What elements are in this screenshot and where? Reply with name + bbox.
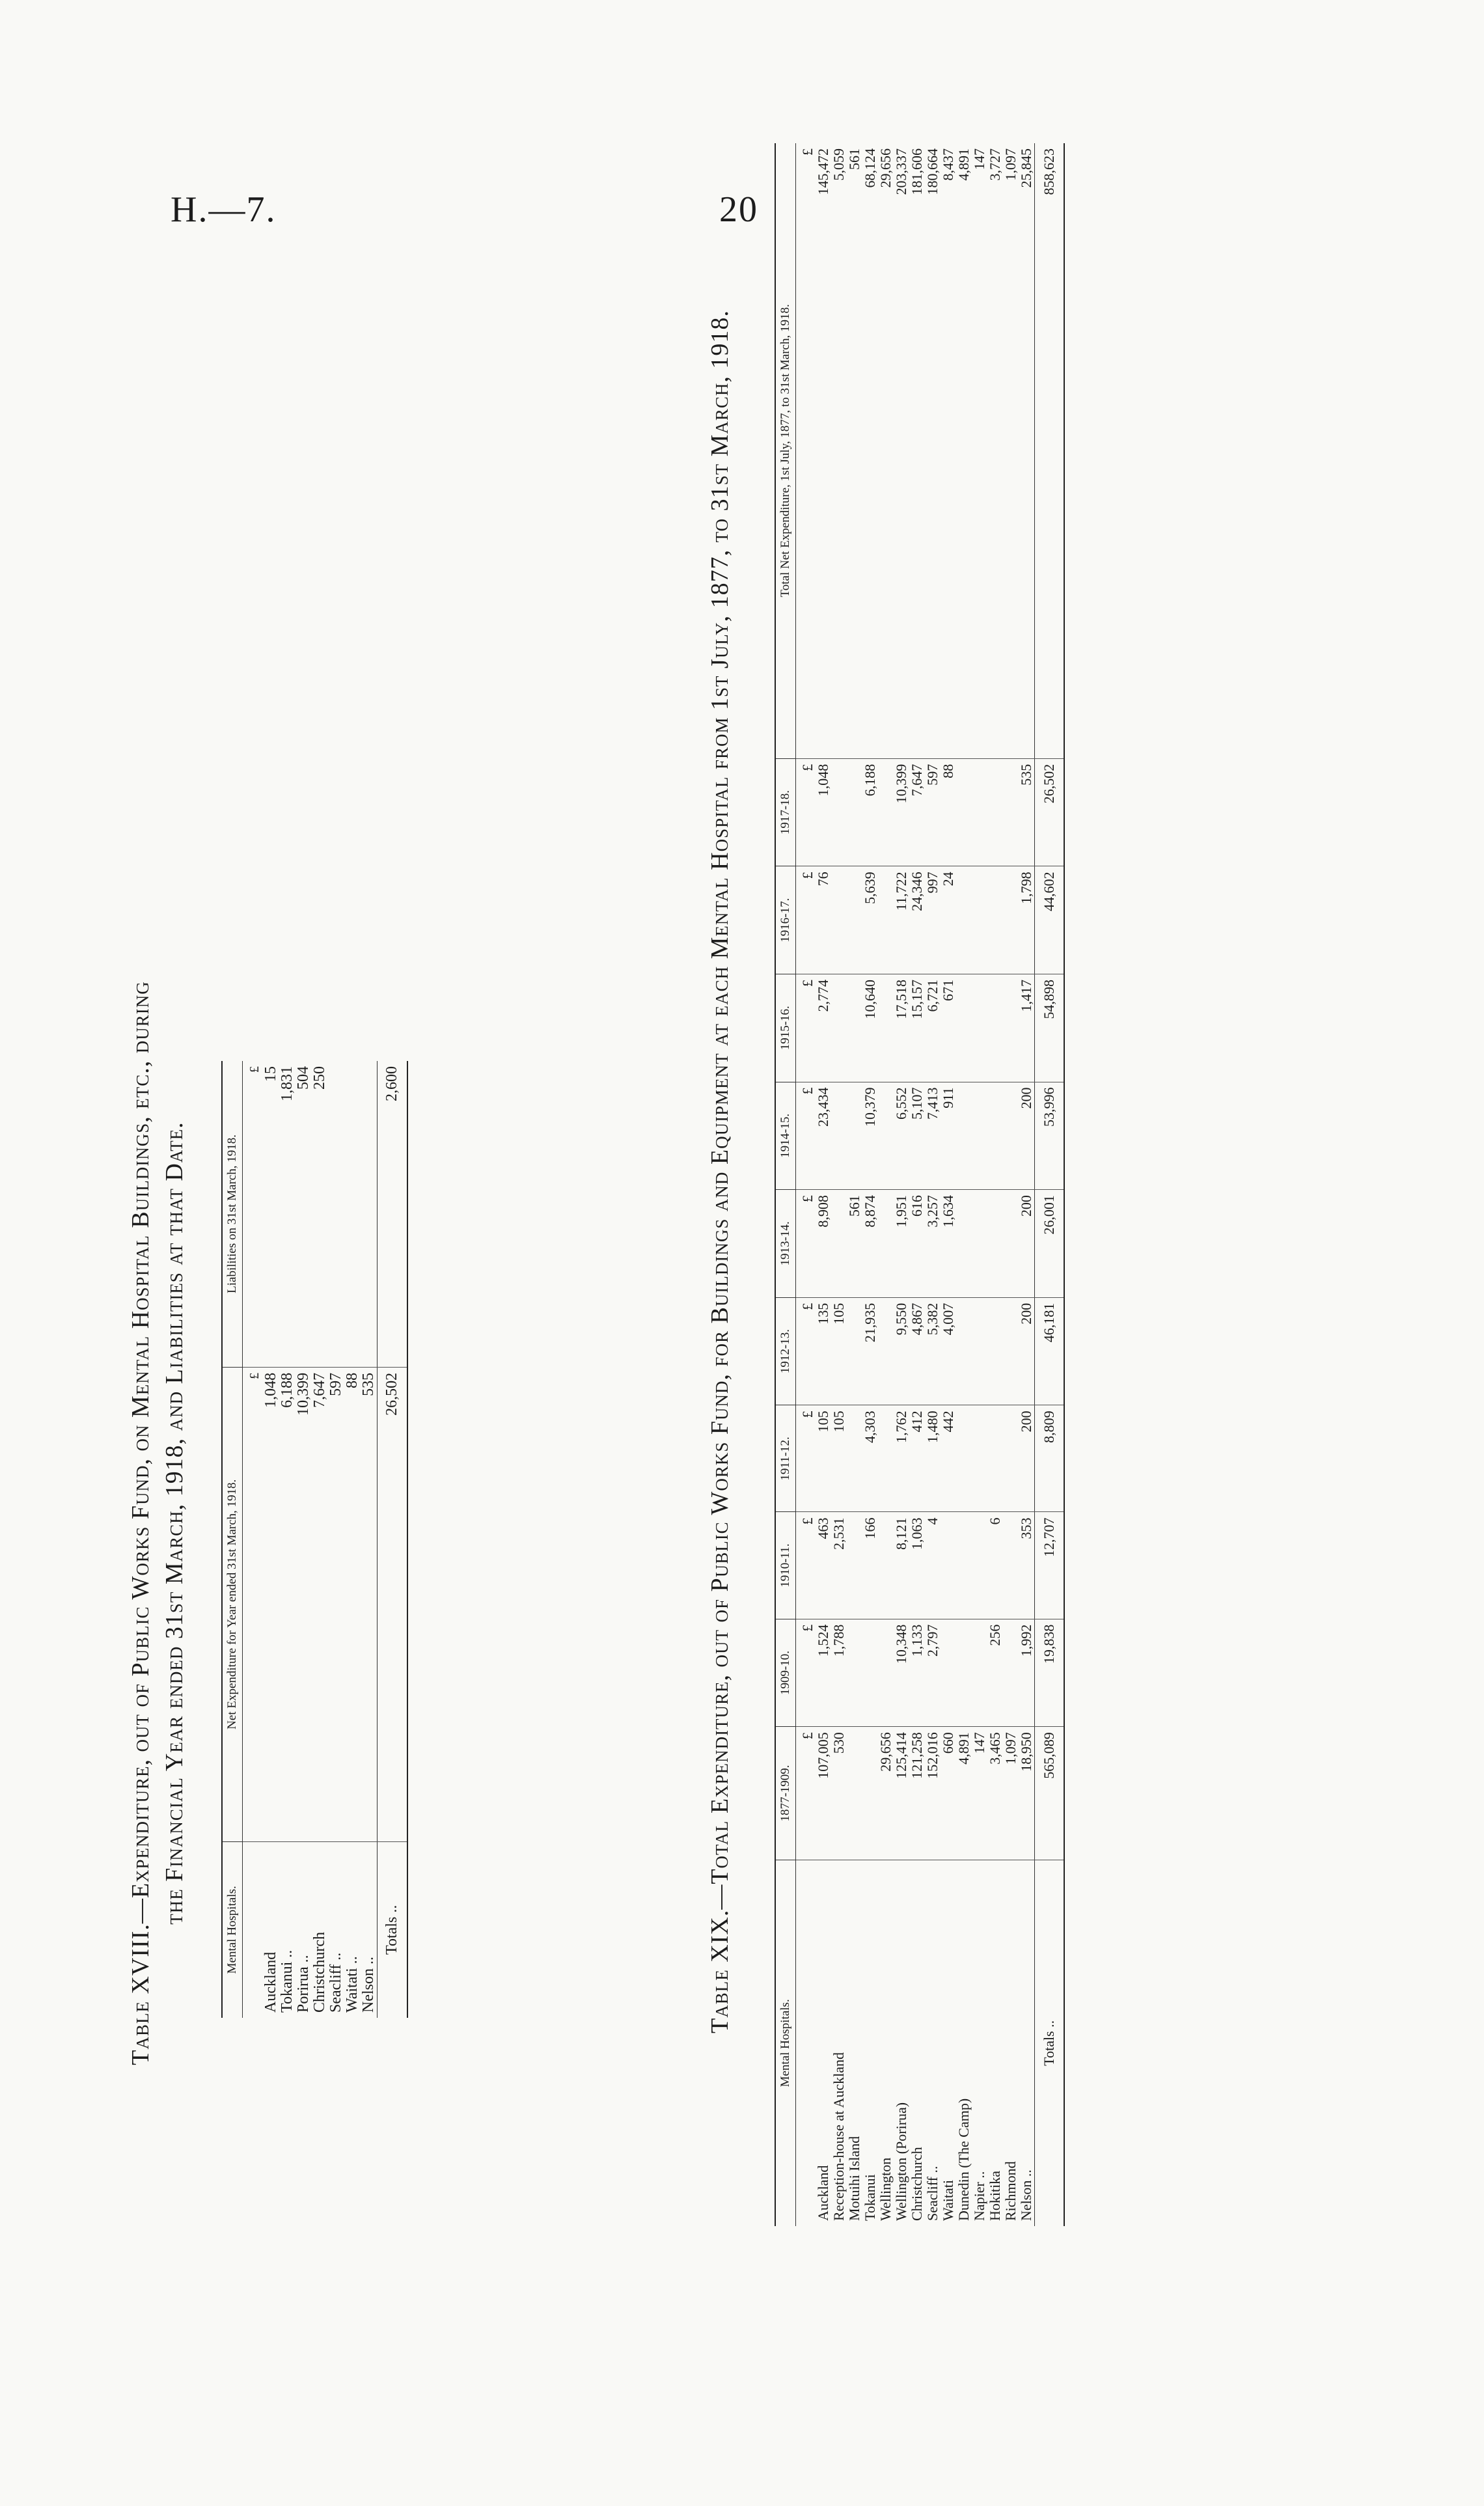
row-label: Tokanui [862,2174,878,2221]
table-19-caption: Table XIX.—Total Expenditure, out of Public Works Fund, for Buildings and Equipment at each Mental Hospital from 1st July, 1877, to 31st March, 1918. [706,310,734,2033]
value-cell: 4,891 [956,143,972,758]
total-cell: 26,001 [1035,1190,1065,1298]
table-row [925,143,941,2226]
value-cell: 135 [816,1297,831,1405]
unit-cell: £ [796,1190,816,1298]
value-cell: 3,465 [987,1727,1003,1860]
value-cell: 616 [909,1190,925,1298]
value-cell [956,1405,972,1512]
value-cell: 166 [862,1512,878,1619]
total-cell: 8,809 [1035,1405,1065,1512]
unit-cell: £ [796,974,816,1082]
value-cell [1003,974,1019,1082]
unit-cell: £ [796,1297,816,1405]
value-cell: 412 [909,1405,925,1512]
value-cell [847,1727,862,1860]
value-cell: 8,874 [862,1190,878,1298]
value-cell [987,866,1003,974]
value-cell [1003,1405,1019,1512]
value-cell: 1,048 [263,1367,279,1841]
table-row [909,143,925,2226]
value-cell [1003,1190,1019,1298]
value-cell [847,758,862,866]
value-cell: 250 [312,1061,328,1367]
value-cell: 10,399 [894,758,909,866]
value-cell [847,1512,862,1619]
value-cell [972,1082,987,1190]
value-cell: 200 [1019,1297,1035,1405]
value-cell: 5,382 [925,1297,941,1405]
value-cell: 8,437 [941,143,956,758]
value-cell [878,1082,894,1190]
table-row [344,1061,361,2018]
value-cell: 7,413 [925,1082,941,1190]
value-cell: 29,656 [878,1727,894,1860]
totals-row [378,1061,408,2018]
value-cell: 6,552 [894,1082,909,1190]
value-cell [847,1082,862,1190]
column-header: 1916-17. [775,866,796,974]
value-cell [941,1512,956,1619]
totals-row [1035,143,1065,2226]
row-label: Motuihi Island [846,2136,862,2221]
row-label: Richmond [1002,2161,1019,2221]
value-cell [987,758,1003,866]
value-cell: 180,664 [925,143,941,758]
value-cell: 8,121 [894,1512,909,1619]
value-cell: 1,524 [816,1619,831,1727]
value-cell [972,1619,987,1727]
value-cell [328,1061,344,1367]
unit-cell [243,1841,264,2018]
table-row [361,1061,378,2018]
value-cell [987,1297,1003,1405]
table-row [1003,143,1019,2226]
value-cell: 8,908 [816,1190,831,1298]
row-label: Waitati [940,2180,956,2221]
value-cell: 1,788 [831,1619,847,1727]
rotated-tables-panel [104,33,1406,2246]
value-cell [1003,1082,1019,1190]
value-cell: 530 [831,1727,847,1860]
value-cell: 660 [941,1727,956,1860]
value-cell: 17,518 [894,974,909,1082]
value-cell: 561 [847,1190,862,1298]
unit-cell: £ [796,758,816,866]
value-cell [878,1297,894,1405]
unit-cell: £ [796,1727,816,1860]
row-label: Wellington (Porirua) [893,2102,909,2221]
row-label: Tokanui .. [279,1949,295,2013]
value-cell [972,1405,987,1512]
column-header: 1909-10. [775,1619,796,1727]
value-cell [956,1512,972,1619]
value-cell: 1,951 [894,1190,909,1298]
value-cell: 1,992 [1019,1619,1035,1727]
unit-cell: £ [796,1512,816,1619]
table-row [831,143,847,2226]
value-cell: 107,005 [816,1727,831,1860]
table-row [312,1061,328,2018]
value-cell: 2,774 [816,974,831,1082]
column-header: Mental Hospitals. [222,1841,243,2018]
value-cell: 121,258 [909,1727,925,1860]
value-cell: 181,606 [909,143,925,758]
value-cell: 442 [941,1405,956,1512]
value-cell: 4,867 [909,1297,925,1405]
value-cell [956,1082,972,1190]
table-row [894,143,909,2226]
value-cell: 1,417 [1019,974,1035,1082]
value-cell: 6,188 [862,758,878,866]
value-cell: 203,337 [894,143,909,758]
value-cell: 200 [1019,1190,1035,1298]
value-cell: 3,257 [925,1190,941,1298]
value-cell [344,1061,361,1367]
total-cell: 19,838 [1035,1619,1065,1727]
row-label: Waitati .. [344,1956,361,2013]
value-cell: 105 [831,1405,847,1512]
page-reference: H.—7. [171,189,277,230]
value-cell [847,974,862,1082]
value-cell: 76 [816,866,831,974]
total-cell: 26,502 [378,1367,408,1841]
value-cell: 4 [925,1512,941,1619]
totals-label: Totals .. [1035,1860,1065,2226]
value-cell: 6,721 [925,974,941,1082]
value-cell: 1,762 [894,1405,909,1512]
value-cell: 18,950 [1019,1727,1035,1860]
column-header: 1914-15. [775,1082,796,1190]
value-cell [987,1190,1003,1298]
column-header: 1917-18. [775,758,796,866]
value-cell: 671 [941,974,956,1082]
value-cell [956,1297,972,1405]
value-cell: 10,379 [862,1082,878,1190]
value-cell: 23,434 [816,1082,831,1190]
value-cell [972,866,987,974]
column-header: Liabilities on 31st March, 1918. [222,1061,243,1367]
column-header: 1913-14. [775,1190,796,1298]
value-cell [972,1297,987,1405]
value-cell: 24 [941,866,956,974]
value-cell [956,866,972,974]
value-cell: 6 [987,1512,1003,1619]
value-cell: 1,634 [941,1190,956,1298]
table-row [862,143,878,2226]
value-cell [831,866,847,974]
value-cell [941,1619,956,1727]
unit-cell: £ [796,1619,816,1727]
value-cell: 5,107 [909,1082,925,1190]
total-cell: 858,623 [1035,143,1065,758]
row-label: Nelson .. [1018,2169,1034,2221]
total-cell: 54,898 [1035,974,1065,1082]
value-cell [878,1190,894,1298]
row-label: Napier .. [971,2171,987,2221]
row-label: Wellington [877,2157,894,2221]
column-header: Total Net Expenditure, 1st July, 1877, to 31st March, 1918. [775,143,796,758]
total-cell: 2,600 [378,1061,408,1367]
row-label: Christchurch [909,2147,925,2221]
total-cell: 26,502 [1035,758,1065,866]
value-cell: 24,346 [909,866,925,974]
column-header: Mental Hospitals. [775,1860,796,2226]
value-cell [1003,1512,1019,1619]
value-cell: 463 [816,1512,831,1619]
table-row [263,1061,279,2018]
value-cell: 21,935 [862,1297,878,1405]
row-label: Auckland [815,2165,831,2221]
value-cell: 561 [847,143,862,758]
value-cell: 88 [941,758,956,866]
value-cell: 1,133 [909,1619,925,1727]
value-cell [862,1727,878,1860]
value-cell [972,758,987,866]
value-cell: 11,722 [894,866,909,974]
value-cell [847,866,862,974]
value-cell: 4,303 [862,1405,878,1512]
value-cell [987,974,1003,1082]
table-row [956,143,972,2226]
column-header: 1912-13. [775,1297,796,1405]
value-cell [956,974,972,1082]
total-cell: 53,996 [1035,1082,1065,1190]
column-header: 1915-16. [775,974,796,1082]
value-cell: 535 [361,1367,378,1841]
value-cell: 5,059 [831,143,847,758]
row-label: Hokitika [987,2171,1003,2221]
value-cell: 105 [831,1297,847,1405]
value-cell [956,758,972,866]
value-cell [847,1405,862,1512]
table-row [279,1061,295,2018]
value-cell: 4,007 [941,1297,956,1405]
column-header: 1910-11. [775,1512,796,1619]
unit-cell: £ [243,1367,264,1841]
table-row [847,143,862,2226]
value-cell [972,1190,987,1298]
value-cell [862,1619,878,1727]
value-cell: 15,157 [909,974,925,1082]
column-header: 1911-12. [775,1405,796,1512]
value-cell [831,758,847,866]
value-cell: 4,891 [956,1727,972,1860]
value-cell: 15 [263,1061,279,1367]
value-cell [831,1082,847,1190]
value-cell: 535 [1019,758,1035,866]
value-cell: 1,048 [816,758,831,866]
column-header: 1877-1909. [775,1727,796,1860]
value-cell: 2,531 [831,1512,847,1619]
table-19 [775,143,1065,2226]
value-cell [1003,1619,1019,1727]
value-cell [878,758,894,866]
row-label: Reception-house at Auckland [831,2052,847,2221]
table-18 [221,1061,408,2018]
row-label: Auckland [262,1951,279,2013]
value-cell: 145,472 [816,143,831,758]
unit-cell: £ [796,143,816,758]
value-cell [361,1061,378,1367]
value-cell [831,974,847,1082]
value-cell: 504 [295,1061,312,1367]
value-cell: 1,798 [1019,866,1035,974]
value-cell: 997 [925,866,941,974]
value-cell: 353 [1019,1512,1035,1619]
value-cell [956,1190,972,1298]
unit-cell: £ [796,1082,816,1190]
value-cell: 200 [1019,1082,1035,1190]
total-cell: 12,707 [1035,1512,1065,1619]
value-cell: 147 [972,143,987,758]
value-cell: 256 [987,1619,1003,1727]
value-cell [956,1619,972,1727]
value-cell [847,1619,862,1727]
value-cell [972,974,987,1082]
value-cell: 10,640 [862,974,878,1082]
total-cell: 46,181 [1035,1297,1065,1405]
row-label: Porirua .. [295,1955,312,2013]
column-header: Net Expenditure for Year ended 31st March, 1918. [222,1367,243,1841]
value-cell: 10,399 [295,1367,312,1841]
value-cell: 597 [925,758,941,866]
value-cell: 1,831 [279,1061,295,1367]
value-cell: 88 [344,1367,361,1841]
value-cell [987,1082,1003,1190]
table-18-caption: Table XVIII.—Expenditure, out of Public Works Fund, on Mental Hospital Buildings, etc., during the Financial Year ended 31st March, 1918, and Liabilities at that Date. [127,981,188,2065]
unit-cell: £ [796,1405,816,1512]
table-row [878,143,894,2226]
value-cell: 1,097 [1003,1727,1019,1860]
value-cell: 6,188 [279,1367,295,1841]
value-cell: 1,063 [909,1512,925,1619]
table-row [972,143,987,2226]
value-cell [1003,866,1019,974]
value-cell [847,1297,862,1405]
value-cell: 597 [328,1367,344,1841]
value-cell: 25,845 [1019,143,1035,758]
row-label: Nelson .. [360,1957,377,2013]
value-cell [831,1190,847,1298]
value-cell: 9,550 [894,1297,909,1405]
value-cell: 1,480 [925,1405,941,1512]
unit-cell: £ [796,866,816,974]
value-cell: 200 [1019,1405,1035,1512]
value-cell [878,1405,894,1512]
unit-cell: £ [243,1061,264,1367]
value-cell [987,1405,1003,1512]
value-cell: 7,647 [312,1367,328,1841]
totals-label: Totals .. [378,1841,408,2018]
value-cell [1003,758,1019,866]
page-number: 20 [719,189,758,230]
value-cell [878,974,894,1082]
value-cell: 147 [972,1727,987,1860]
value-cell: 105 [816,1405,831,1512]
row-label: Dunedin (The Camp) [955,2098,972,2221]
value-cell: 5,639 [862,866,878,974]
value-cell: 152,016 [925,1727,941,1860]
value-cell [972,1512,987,1619]
value-cell: 3,727 [987,143,1003,758]
row-label: Seacliff .. [327,1952,344,2013]
value-cell: 2,797 [925,1619,941,1727]
table-row [1019,143,1035,2226]
value-cell: 29,656 [878,143,894,758]
table-row [987,143,1003,2226]
value-cell: 7,647 [909,758,925,866]
unit-cell [796,1860,816,2226]
value-cell: 125,414 [894,1727,909,1860]
value-cell [878,866,894,974]
total-cell: 565,089 [1035,1727,1065,1860]
value-cell: 911 [941,1082,956,1190]
value-cell [1003,1297,1019,1405]
value-cell: 1,097 [1003,143,1019,758]
value-cell: 68,124 [862,143,878,758]
row-label: Seacliff .. [924,2166,941,2221]
row-label: Christchurch [311,1932,328,2013]
total-cell: 44,602 [1035,866,1065,974]
value-cell: 10,348 [894,1619,909,1727]
table-row [816,143,831,2226]
table-row [941,143,956,2226]
table-row [295,1061,312,2018]
value-cell [878,1619,894,1727]
value-cell [878,1512,894,1619]
table-row [328,1061,344,2018]
